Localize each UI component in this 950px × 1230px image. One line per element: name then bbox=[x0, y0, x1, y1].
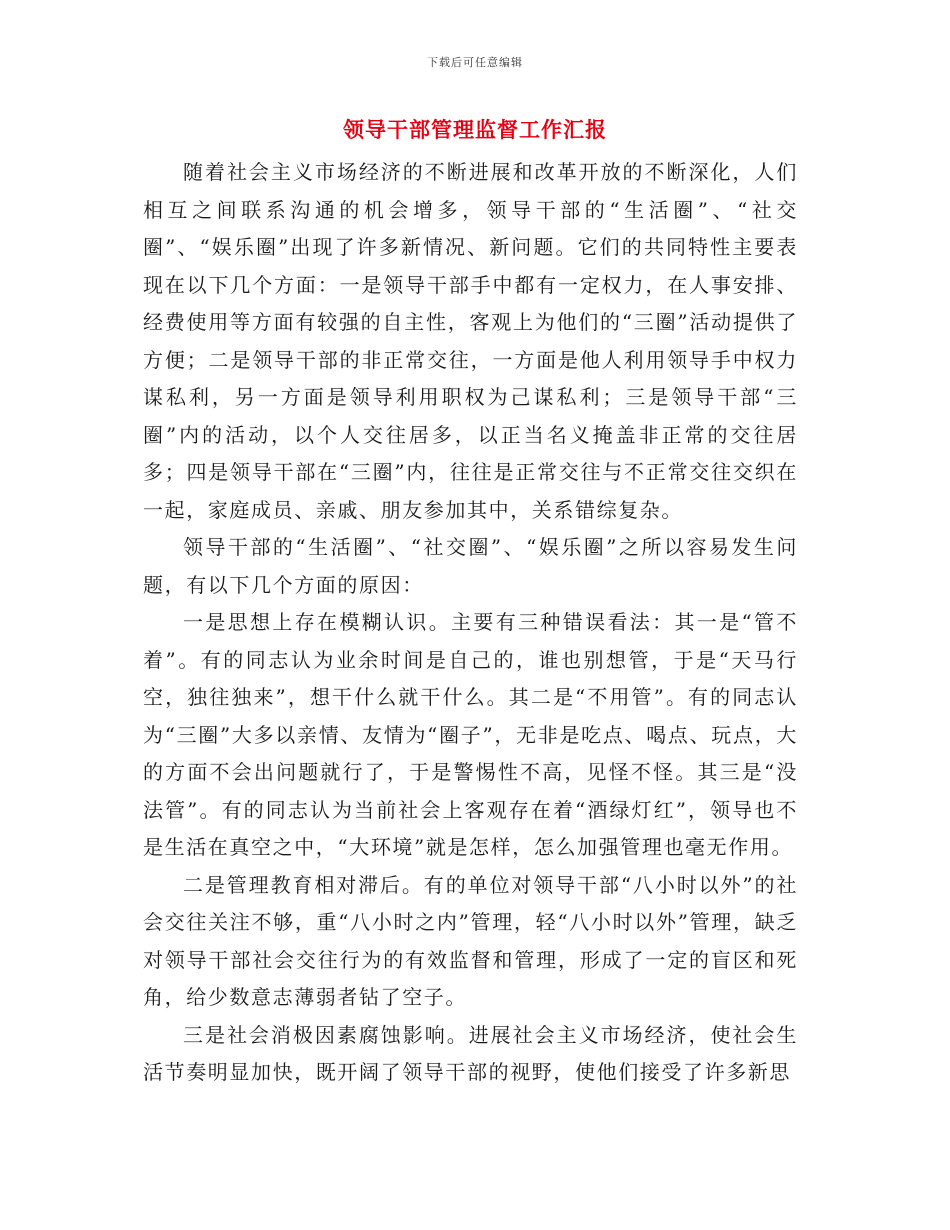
paragraph: 一是思想上存在模糊认识。主要有三种错误看法：其一是“管不着”。有的同志认为业余时间是自己的，谁也别想管，于是“天马行空，独往独来”，想干什么就干什么。其二是“不用管”。有的同志认为“三圈”大多以亲情、友情为“圈子”，无非是吃点、喝点、玩点，大的方面不会出问题就行了，于是警惕性不高，见怪不怪。其三是“没法管”。有的同志认为当前社会上客观存在着“酒绿灯红”，领导也不是生活在真空之中，“大环境”就是怎样，怎么加强管理也毫无作用。 bbox=[143, 610, 798, 859]
paragraph: 二是管理教育相对滞后。有的单位对领导干部“八小时以外”的社会交往关注不够，重“八小时之内”管理，轻“八小时以外”管理，缺乏对领导干部社会交往行为的有效监督和管理，形成了一定的盲区和死角，给少数意志薄弱者钻了空子。 bbox=[143, 872, 798, 1009]
document-body bbox=[143, 154, 798, 1092]
paragraph: 随着社会主义市场经济的不断进展和改革开放的不断深化，人们相互之间联系沟通的机会增多，领导干部的“生活圈”、“社交圈”、“娱乐圈”出现了许多新情况、新问题。它们的共同特性主要表现在以下几个方面：一是领导干部手中都有一定权力，在人事安排、经费使用等方面有较强的自主性，客观上为他们的“三圈”活动提供了方便；二是领导干部的非正常交往，一方面是他人利用领导手中权力谋私利，另一方面是领导利用职权为己谋私利；三是领导干部“三圈”内的活动，以个人交往居多，以正当名义掩盖非正常的交往居多；四是领导干部在“三圈”内，往往是正常交往与不正常交往交织在一起，家庭成员、亲戚、朋友参加其中，关系错综复杂。 bbox=[143, 160, 798, 522]
document-title: 领导干部管理监督工作汇报 bbox=[343, 117, 607, 142]
paragraph: 三是社会消极因素腐蚀影响。进展社会主义市场经济，使社会生活节奏明显加快，既开阔了领导干部的视野，使他们接受了许多新思 bbox=[143, 1022, 798, 1084]
paragraph: 领导干部的“生活圈”、“社交圈”、“娱乐圈”之所以容易发生问题，有以下几个方面的原因： bbox=[143, 535, 798, 597]
page-header: 下载后可任意编辑 bbox=[427, 56, 523, 69]
